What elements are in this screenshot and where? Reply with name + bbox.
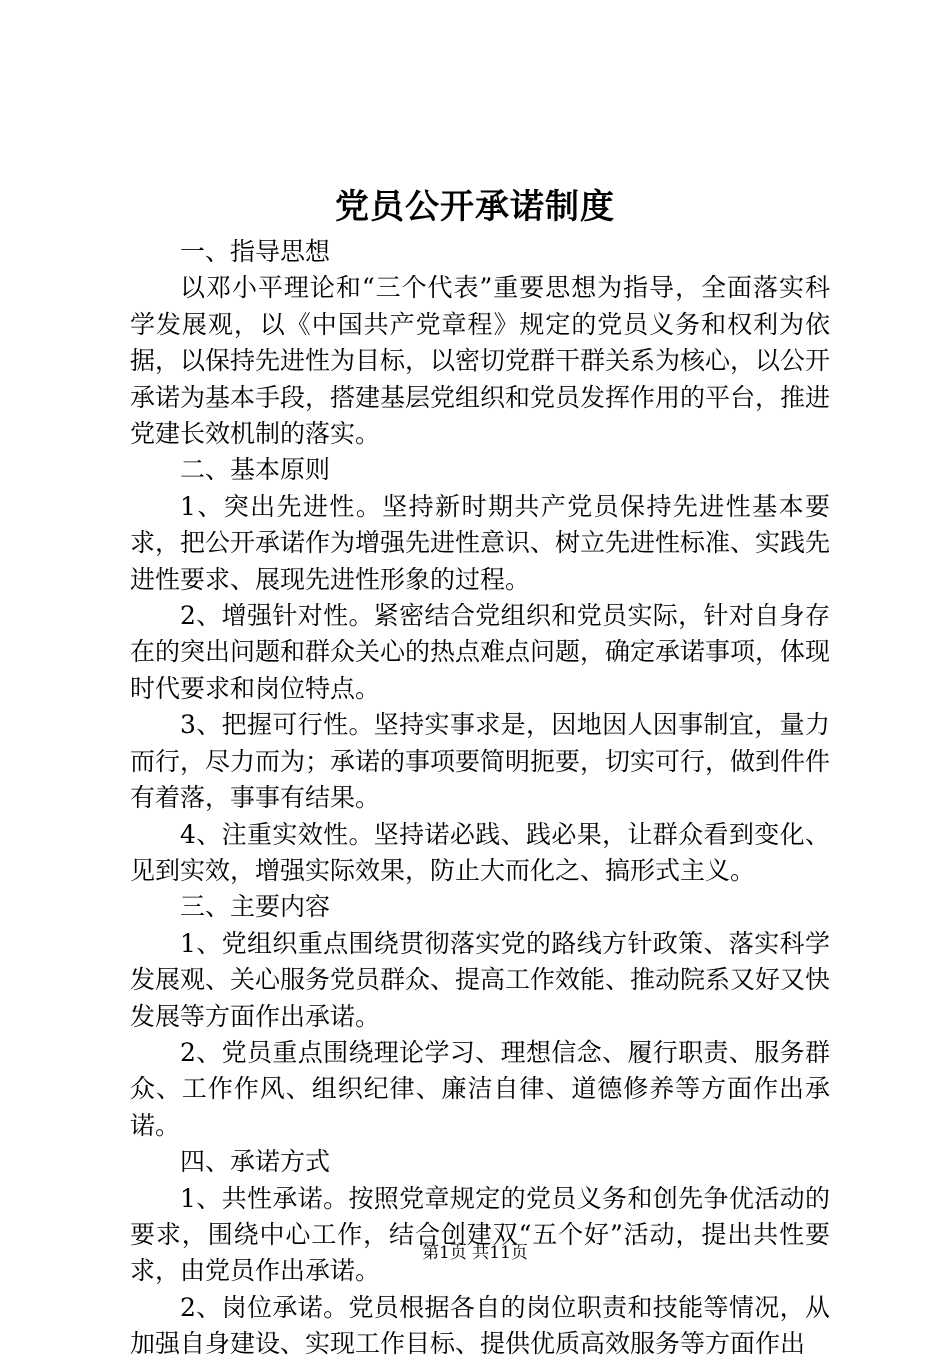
paragraph-method-1: 1、共性承诺。按照党章规定的党员义务和创先争优活动的要求，围绕中心工作，结合创建双“五个好”活动，提出共性要求，由党员作出承诺。 xyxy=(130,1183,830,1286)
document-body xyxy=(130,234,830,1363)
paragraph-principle-4: 4、注重实效性。坚持诺必践、践必果，让群众看到变化、见到实效，增强实际效果，防止大而化之、搞形式主义。 xyxy=(130,819,830,885)
paragraph-guiding-ideology: 以邓小平理论和“三个代表”重要思想为指导，全面落实科学发展观，以《中国共产党章程》规定的党员义务和权利为依据，以保持先进性为目标，以密切党群干群关系为核心，以公开承诺为基本手段，搭建基层党组织和党员发挥作用的平台，推进党建长效机制的落实。 xyxy=(130,273,831,449)
paragraph-principle-1: 1、突出先进性。坚持新时期共产党员保持先进性基本要求，把公开承诺作为增强先进性意识、树立先进性标准、实践先进性要求、展现先进性形象的过程。 xyxy=(130,491,831,594)
section-heading-basic-principles: 二、基本原则 xyxy=(180,455,331,485)
section-heading-commitment-methods: 四、承诺方式 xyxy=(180,1147,331,1177)
section-heading-guiding-ideology: 一、指导思想 xyxy=(180,237,331,266)
document-title: 党员公开承诺制度 xyxy=(335,187,615,227)
paragraph-content-1: 1、党组织重点围绕贯彻落实党的路线方针政策、落实科学发展观、关心服务党员群众、提高工作效能、推动院系又好又快发展等方面作出承诺。 xyxy=(130,928,831,1031)
paragraph-method-2: 2、岗位承诺。党员根据各自的岗位职责和技能等情况，从加强自身建设、实现工作目标、提供优质高效服务等方面作出 xyxy=(130,1292,830,1359)
section-heading-main-content: 三、主要内容 xyxy=(180,892,331,922)
page-footer: 第1页 共11页 xyxy=(422,1243,528,1263)
paragraph-principle-3: 3、把握可行性。坚持实事求是，因地因人因事制宜，量力而行，尽力而为；承诺的事项要简明扼要，切实可行，做到件件有着落，事事有结果。 xyxy=(130,710,831,813)
paragraph-principle-2: 2、增强针对性。紧密结合党组织和党员实际，针对自身存在的突出问题和群众关心的热点难点问题，确定承诺事项，体现时代要求和岗位特点。 xyxy=(130,601,831,703)
paragraph-content-2: 2、党员重点围绕理论学习、理想信念、履行职责、服务群众、工作作风、组织纪律、廉洁自律、道德修养等方面作出承诺。 xyxy=(130,1037,830,1140)
